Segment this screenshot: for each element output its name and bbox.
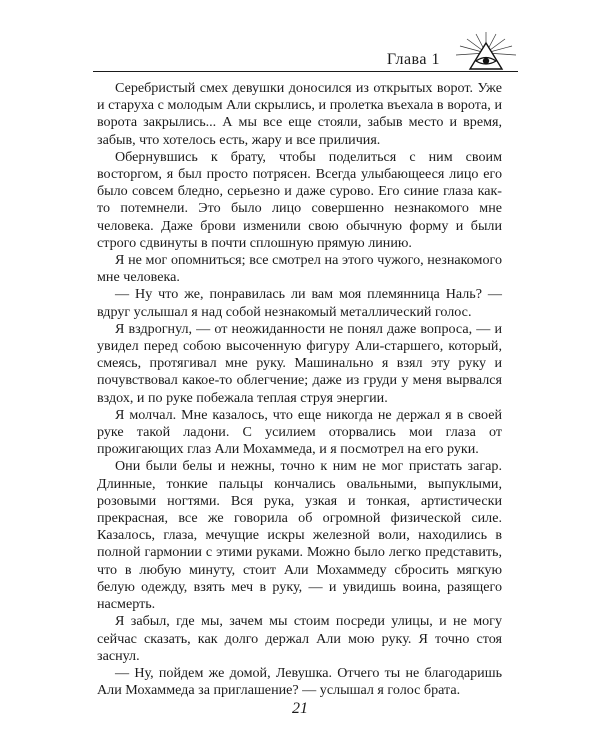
chapter-title: Глава 1	[386, 51, 440, 68]
eye-in-triangle-icon	[454, 31, 518, 71]
paragraph: Я вздрогнул, — от неожиданности не понял даже вопроса, — и увидел перед собою высоченную фигуру Али-старшего, который, смеясь, протягивал мне руку. Машинально я взял эту руку и почувствовал какое-то облегчение; даже из груди у меня вырвался вздох, и по руке побежала теплая струя энергии.	[97, 320, 502, 406]
page-number: 21	[292, 700, 308, 717]
paragraph: Я молчал. Мне казалось, что еще никогда не держал я в своей руке такой ладони. С усилием оторвались мои глаза от прожигающих глаз Али Мохаммеда, и я посмотрел на его руки.	[97, 406, 502, 458]
paragraph: Обернувшись к брату, чтобы поделиться с ним своим восторгом, я был просто потрясен. Всегда улыбающееся лицо его было совсем бледно, серьезно и даже сурово. Его синие глаза как-то потемнели. Это было лицо совершенно незнакомого мне человека. Даже брови изменили свою обычную форму и были строго сдвинуты в почти сплошную прямую линию.	[97, 148, 502, 251]
paragraph: Я не мог опомниться; все смотрел на этого чужого, незнакомого мне человека.	[97, 252, 502, 286]
paragraph: Я забыл, где мы, зачем мы стоим посреди улицы, и не могу сейчас сказать, как долго держал Али мою руку. Я точно стоя заснул.	[97, 613, 502, 664]
header-rule	[93, 71, 518, 72]
page-body	[97, 80, 502, 699]
paragraph: Они были белы и нежны, точно к ним не мог пристать загар. Длинные, тонкие пальцы кончались овальными, выпуклыми, розовыми ногтями. Вся рука, узкая и тонкая, артистически прекрасная, все же говорила об огромной физической силе. Казалось, глаза, мечущие искры железной воли, находились в полной гармонии с этими руками. Можно было легко представить, что в любую минуту, стоит Али Мохаммеду сбросить мягкую белую одежду, взять меч в руку, — и увидишь воина, разящего насмерть.	[97, 458, 502, 613]
paragraph: — Ну, пойдем же домой, Левушка. Отчего ты не благодаришь Али Мохаммеда за приглашение? — услышал я голос брата.	[97, 664, 502, 699]
paragraph: — Ну что же, понравилась ли вам моя племянница Наль? — вдруг услышал я над собой незнакомый металлический голос.	[97, 286, 502, 320]
running-header	[93, 45, 518, 75]
paragraph: Серебристый смех девушки доносился из открытых ворот. Уже и старуха с молодым Али скрылись, и пролетка въехала в ворота, и ворота закрылись... А мы все еще стояли, забыв место и время, забыв, что хотелось есть, жару и все приличия.	[97, 80, 502, 148]
